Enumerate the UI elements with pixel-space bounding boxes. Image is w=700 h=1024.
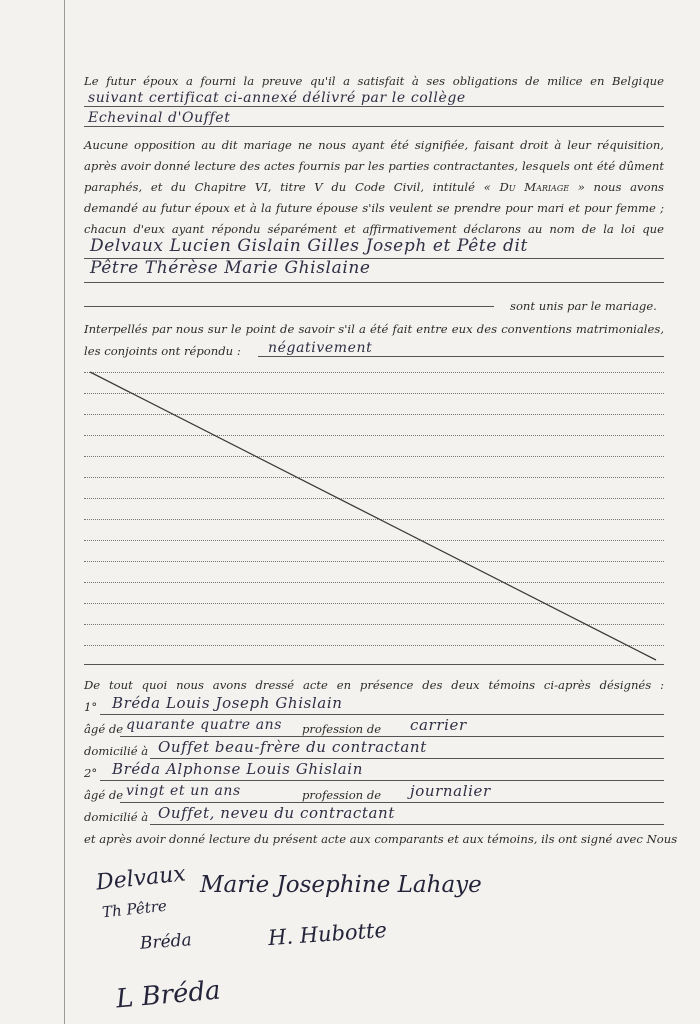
- witness-1-profession-label: profession de: [302, 722, 382, 736]
- spouses-handwriting-2: Pêtre Thérèse Marie Ghislaine: [90, 258, 371, 278]
- witness-1-domicile-label: domicilié à: [84, 744, 149, 758]
- milice-handwriting-1: suivant certificat ci-annexé délivré par le collège: [88, 90, 466, 106]
- witness-2-profession-label: profession de: [302, 788, 382, 802]
- witness-1-age-label: âgé de: [84, 722, 124, 736]
- signature-lahaye: Marie Josephine Lahaye: [200, 872, 482, 898]
- witness-2-name: Bréda Alphonse Louis Ghislain: [112, 760, 363, 778]
- opposition-line-5: chacun d'eux ayant répondu séparément et affirmativement déclarons au nom de la loi que: [84, 222, 664, 236]
- opposition-line-2: après avoir donné lecture des actes fournis par les parties contractantes, lesquels ont été dûment: [84, 159, 664, 173]
- witness-1-domicile: Ouffet beau-frère du contractant: [158, 738, 427, 756]
- witness-2-profession: journalier: [410, 782, 491, 800]
- witness-2-age: vingt et un ans: [126, 783, 241, 799]
- milice-line-1: Le futur époux a fourni la preuve qu'il a satisfait à ses obligations de milice en Belgique: [84, 74, 664, 88]
- witness-1-age-rule: [120, 736, 664, 737]
- milice-handwriting-2: Echevinal d'Ouffet: [88, 110, 231, 126]
- witness-1-domicile-rule: [150, 758, 664, 759]
- witness-2-name-rule: [100, 780, 664, 781]
- signature-delvaux: Delvaux: [94, 861, 187, 896]
- witness-1-number: 1°: [84, 700, 98, 714]
- witnesses-intro: De tout quoi nous avons dressé acte en présence des deux témoins ci-après désignés :: [84, 678, 664, 692]
- signature-hubotte: H. Hubotte: [267, 917, 388, 951]
- witness-2-domicile: Ouffet, neveu du contractant: [158, 804, 395, 822]
- opposition-line-1: Aucune opposition au dit mariage ne nous ayant été signifiée, faisant droit à leur réquisition,: [84, 138, 664, 152]
- witness-1-name-rule: [100, 714, 664, 715]
- signature-breda-2: L Bréda: [114, 975, 222, 1015]
- spouses-handwriting-1: Delvaux Lucien Gislain Gilles Joseph et Pête dit: [90, 236, 528, 256]
- witness-1-name: Bréda Louis Joseph Ghislain: [112, 694, 343, 712]
- closing-line: et après avoir donné lecture du présent acte aux comparants et aux témoins, ils ont signé avec Nous: [84, 832, 678, 846]
- witness-1-profession: carrier: [410, 716, 467, 734]
- witness-2-domicile-rule: [150, 824, 664, 825]
- witness-2-number: 2°: [84, 766, 98, 780]
- opposition-line-3: paraphés, et du Chapitre VI, titre V du Code Civil, intitulé « Du Mariage » nous avons: [84, 180, 664, 194]
- united-text: sont unis par le mariage.: [510, 299, 657, 313]
- witness-2-domicile-label: domicilié à: [84, 810, 149, 824]
- witness-2-age-label: âgé de: [84, 788, 124, 802]
- opposition-line-4: demandé au futur époux et à la future épouse s'ils veulent se prendre pour mari et pour femme ;: [84, 201, 664, 215]
- conventions-line-1: Interpellés par nous sur le point de savoir s'il a été fait entre eux des conventions matrimoniales,: [84, 322, 664, 336]
- signature-breda-1: Bréda: [139, 930, 193, 954]
- witness-2-age-rule: [120, 802, 664, 803]
- witness-1-age: quarante quatre ans: [126, 717, 283, 733]
- conventions-line-2: les conjoints ont répondu :: [84, 344, 241, 358]
- conventions-answer: négativement: [268, 340, 373, 356]
- signature-petre: Th Pêtre: [101, 896, 168, 922]
